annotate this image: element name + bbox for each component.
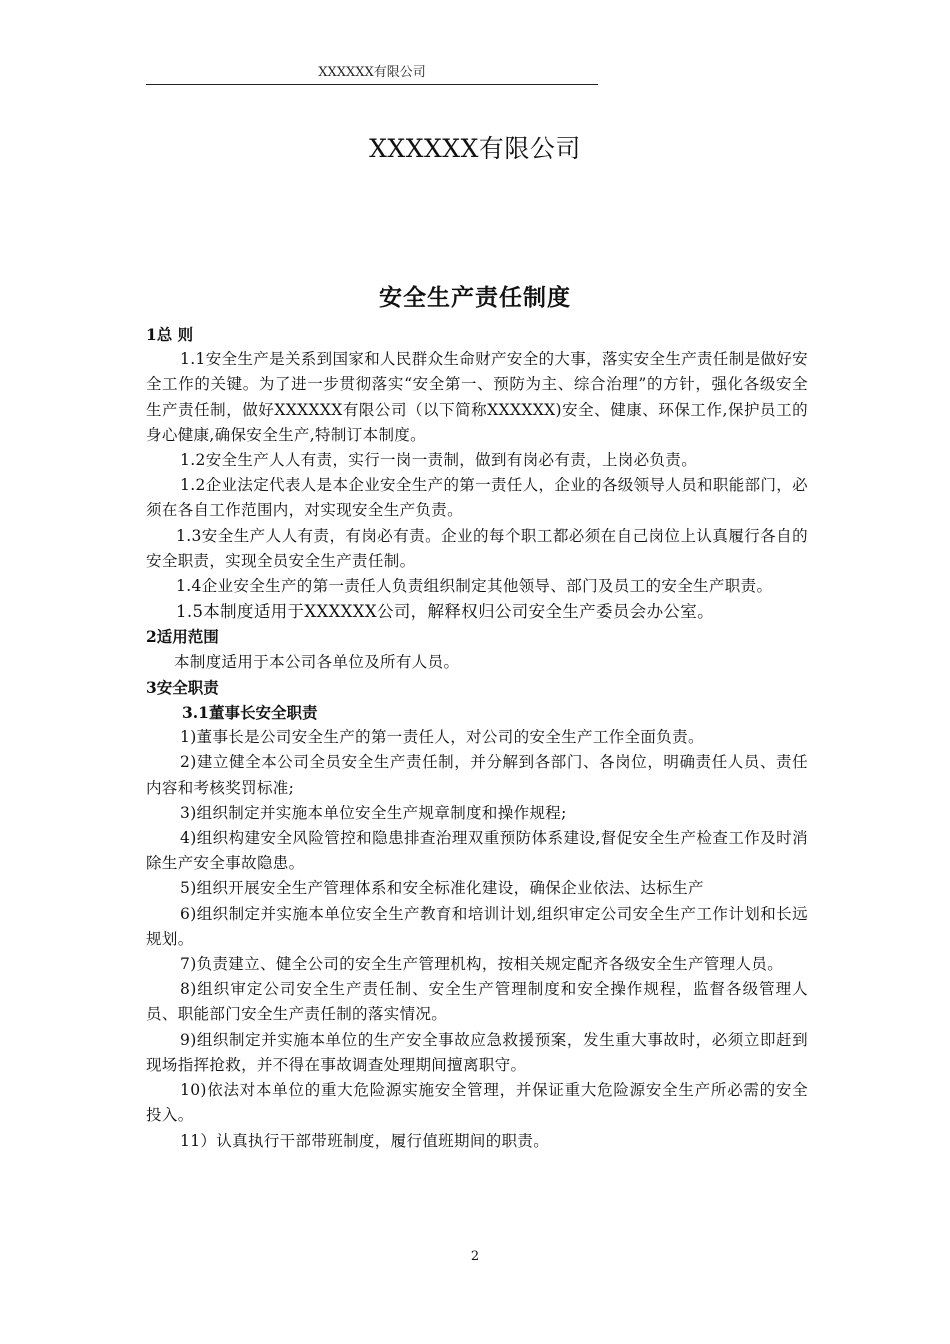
paragraph: 1.1安全生产是关系到国家和人民群众生命财产安全的大事，落实安全生产责任制是做好安全工作的关键。为了进一步贯彻落实“安全第一、预防为主、综合治理”的方针，强化各级安全生产责任制，做好XXXXXX有限公司（以下简称XXXXXX)安全、健康、环保工作,保护员工的身心健康,确保安全生产,特制订本制度。 xyxy=(146,350,809,444)
document-title: 安全生产责任制度 xyxy=(379,284,571,311)
paragraph: 1.2安全生产人人有责，实行一岗一责制，做到有岗必有责，上岗必负责。 xyxy=(180,451,698,470)
subsection-heading-chairman: 3.1董事长安全职责 xyxy=(182,703,318,723)
paragraph: 1.2企业法定代表人是本企业安全生产的第一责任人，企业的各级领导人员和职能部门，必须在各自工作范围内，对实现安全生产负责。 xyxy=(146,476,809,520)
list-item: 2)建立健全本公司全员安全生产责任制，并分解到各部门、各岗位，明确责任人员、责任内容和考核奖罚标准; xyxy=(146,753,808,797)
paragraph: 1.4企业安全生产的第一责任人负责组织制定其他领导、部门及员工的安全生产职责。 xyxy=(176,577,773,596)
paragraph: 1.5本制度适用于XXXXXX公司，解释权归公司安全生产委员会办公室。 xyxy=(176,602,714,622)
list-item: 1)董事长是公司安全生产的第一责任人，对公司的安全生产工作全面负责。 xyxy=(180,728,704,747)
section-heading-responsibilities: 3安全职责 xyxy=(146,677,219,697)
paragraph: 1.3安全生产人人有责，有岗必有责。企业的每个职工都必须在自己岗位上认真履行各自的安全职责，实现全员安全生产责任制。 xyxy=(146,526,808,570)
list-item: 7)负责建立、健全公司的安全生产管理机构，按相关规定配齐各级安全生产管理人员。 xyxy=(180,955,784,974)
list-item: 11）认真执行干部带班制度，履行值班期间的职责。 xyxy=(180,1131,550,1150)
list-item: 10)依法对本单位的重大危险源实施安全管理，并保证重大危险源安全生产所必需的安全投入。 xyxy=(146,1081,808,1125)
page-header: XXXXXX有限公司 xyxy=(146,64,598,85)
list-item: 5)组织开展安全生产管理体系和安全标准化建设，确保企业依法、达标生产 xyxy=(180,879,704,898)
section-heading-general: 1总 则 xyxy=(146,325,194,344)
section-heading-scope: 2适用范围 xyxy=(146,627,219,647)
document-body xyxy=(146,322,808,1154)
page-number: 2 xyxy=(470,1249,480,1264)
list-item: 3)组织制定并实施本单位安全生产规章制度和操作规程; xyxy=(180,803,567,822)
list-item: 4)组织构建安全风险管控和隐患排查治理双重预防体系建设,督促安全生产检查工作及时消除生产安全事故隐患。 xyxy=(146,829,808,873)
paragraph: 本制度适用于本公司各单位及所有人员。 xyxy=(174,652,460,671)
list-item: 9)组织制定并实施本单位的生产安全事故应急救援预案，发生重大事故时，必须立即赶到现场指挥抢救，并不得在事故调查处理期间擅离职守。 xyxy=(146,1030,808,1074)
list-item: 8)组织审定公司安全生产责任制、安全生产管理制度和安全操作规程，监督各级管理人员、职能部门安全生产责任制的落实情况。 xyxy=(146,980,808,1024)
list-item: 6)组织制定并实施本单位安全生产教育和培训计划,组织审定公司安全生产工作计划和长远规划。 xyxy=(146,904,808,948)
company-title: XXXXXX有限公司 xyxy=(369,134,581,163)
